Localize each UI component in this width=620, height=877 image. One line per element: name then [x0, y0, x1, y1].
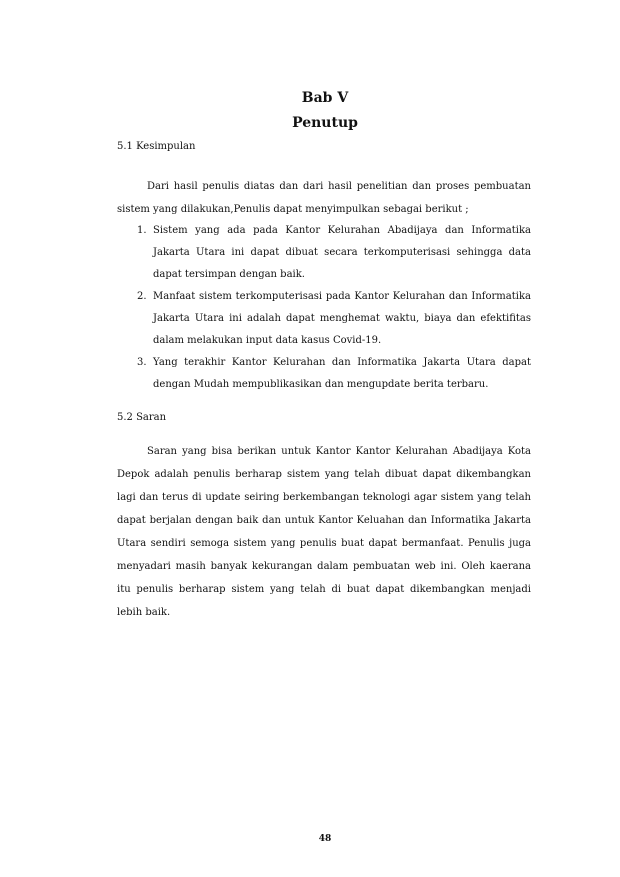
suggestion-heading: 5.2 Saran [117, 412, 167, 423]
conclusion-intro: Dari hasil penulis diatas dan dari hasil penelitian dan proses pembuatan sistem yang dilakukan,Penulis dapat menyimpulkan sebagai berikut ; [117, 181, 531, 215]
list-item-number: 2. [137, 291, 147, 302]
list-item-text: Sistem yang ada pada Kantor Kelurahan Abadijaya dan Informatika Jakarta Utara ini dapat dibuat secara terkomputerisasi sehingga data dapat tersimpan dengan baik. [153, 225, 531, 280]
list-item [117, 220, 531, 286]
suggestion-body: Saran yang bisa berikan untuk Kantor Kantor Kelurahan Abadijaya Kota Depok adalah penulis berharap sistem yang telah dibuat dapat dikembangkan lagi dan terus di update seiring berkembangan teknologi agar sistem yang telah dapat berjalan dengan baik dan untuk Kantor Keluahan dan Informatika Jakarta Utara sendiri semoga sistem yang penulis buat dapat bermanfaat. Penulis juga menyadari masih banyak kekurangan dalam pembuatan web ini. Oleh kaerana itu penulis berharap sistem yang telah di buat dapat dikembangkan menjadi lebih baik. [117, 446, 531, 618]
list-item-number: 3. [137, 357, 147, 368]
list-item-text: Yang terakhir Kantor Kelurahan dan Informatika Jakarta Utara dapat dengan Mudah mempublikasikan dan mengupdate berita terbaru. [153, 357, 531, 390]
chapter-title: Bab V [301, 90, 349, 106]
list-item-text: Manfaat sistem terkomputerisasi pada Kantor Kelurahan dan Informatika Jakarta Utara ini adalah dapat menghemat waktu, biaya dan efektifitas dalam melakukan input data kasus Covid-19. [153, 291, 531, 346]
conclusion-heading: 5.1 Kesimpulan [117, 141, 196, 152]
list-item [117, 286, 531, 352]
conclusion-list [117, 220, 531, 396]
page-number: 48 [318, 834, 332, 844]
chapter-subtitle: Penutup [292, 115, 358, 131]
list-item [117, 352, 531, 396]
list-item-number: 1. [137, 225, 147, 236]
